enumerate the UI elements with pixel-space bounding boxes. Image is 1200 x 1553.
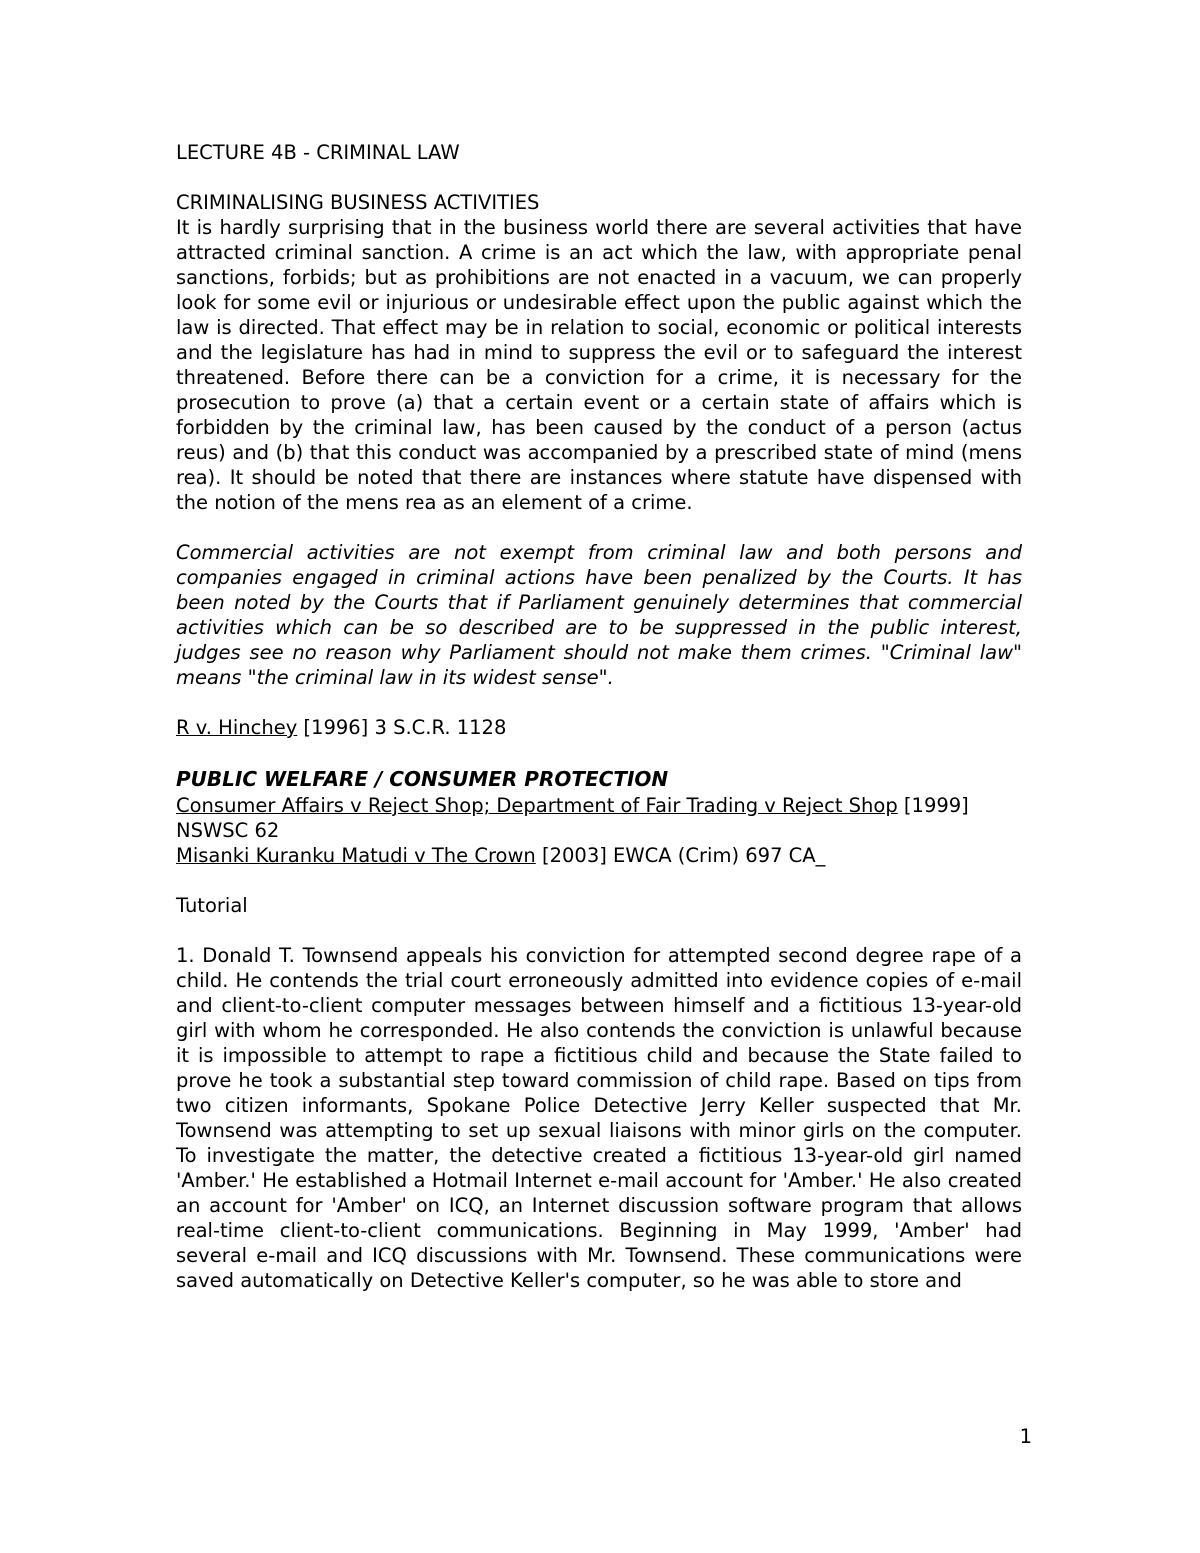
lecture-title: LECTURE 4B - CRIMINAL LAW bbox=[176, 141, 460, 164]
section-heading: CRIMINALISING BUSINESS ACTIVITIES bbox=[176, 191, 540, 214]
page-number: 1 bbox=[1019, 1425, 1032, 1448]
public-welfare-heading: PUBLIC WELFARE / CONSUMER PROTECTION bbox=[176, 767, 669, 791]
citation-hinchey bbox=[176, 715, 1022, 740]
tutorial-label: Tutorial bbox=[176, 894, 248, 917]
case-item bbox=[176, 793, 1022, 843]
case-name: Consumer Affairs v Reject Shop; Department of Fair Trading v Reject Shop bbox=[176, 794, 898, 817]
case-reference: [1999] NSWSC 62 bbox=[176, 794, 969, 842]
page-content bbox=[176, 140, 1022, 1293]
case-reference: [2003] EWCA (Crim) 697 CA_ bbox=[535, 844, 826, 867]
paragraph-commercial-activities: Commercial activities are not exempt from criminal law and both persons and companies engaged in criminal actions have been penalized by the Courts. It has been noted by the Courts that if Parliament genuinely determines that commercial activities which can be so described are to be suppressed in the public interest, judges see no reason why Parliament should not make them crimes. "Criminal law" means "the criminal law in its widest sense". bbox=[176, 541, 1022, 689]
case-name-hinchey: R v. Hinchey bbox=[176, 716, 298, 739]
case-name: Misanki Kuranku Matudi v The Crown bbox=[176, 844, 536, 867]
tutorial-paragraph: 1. Donald T. Townsend appeals his conviction for attempted second degree rape of a child. He contends the trial court erroneously admitted into evidence copies of e-mail and client-to-client computer messages between himself and a fictitious 13-year-old girl with whom he corresponded. He also contends the conviction is unlawful because it is impossible to attempt to rape a fictitious child and because the State failed to prove he took a substantial step toward commission of child rape. Based on tips from two citizen informants, Spokane Police Detective Jerry Keller suspected that Mr. Townsend was attempting to set up sexual liaisons with minor girls on the computer. To investigate the matter, the detective created a fictitious 13-year-old girl named 'Amber.' He established a Hotmail Internet e-mail account for 'Amber.' He also created an account for 'Amber' on ICQ, an Internet discussion software program that allows real-time client-to-client communications. Beginning in May 1999, 'Amber' had several e-mail and ICQ discussions with Mr. Townsend. These communications were saved automatically on Detective Keller's computer, so he was able to store and bbox=[176, 944, 1022, 1292]
case-reference-hinchey: [1996] 3 S.C.R. 1128 bbox=[297, 716, 507, 739]
case-item bbox=[176, 843, 1022, 868]
paragraph-criminalising: It is hardly surprising that in the business world there are several activities that have attracted criminal sanction. A crime is an act which the law, with appropriate penal sanctions, forbids; but as prohibitions are not enacted in a vacuum, we can properly look for some evil or injurious or undesirable effect upon the public against which the law is directed. That effect may be in relation to social, economic or political interests and the legislature has had in mind to suppress the evil or to safeguard the interest threatened. Before there can be a conviction for a crime, it is necessary for the prosecution to prove (a) that a certain event or a certain state of affairs which is forbidden by the criminal law, has been caused by the conduct of a person (actus reus) and (b) that this conduct was accompanied by a prescribed state of mind (mens rea). It should be noted that there are instances where statute have dispensed with the notion of the mens rea as an element of a crime. bbox=[176, 216, 1022, 514]
case-list bbox=[176, 793, 1022, 868]
